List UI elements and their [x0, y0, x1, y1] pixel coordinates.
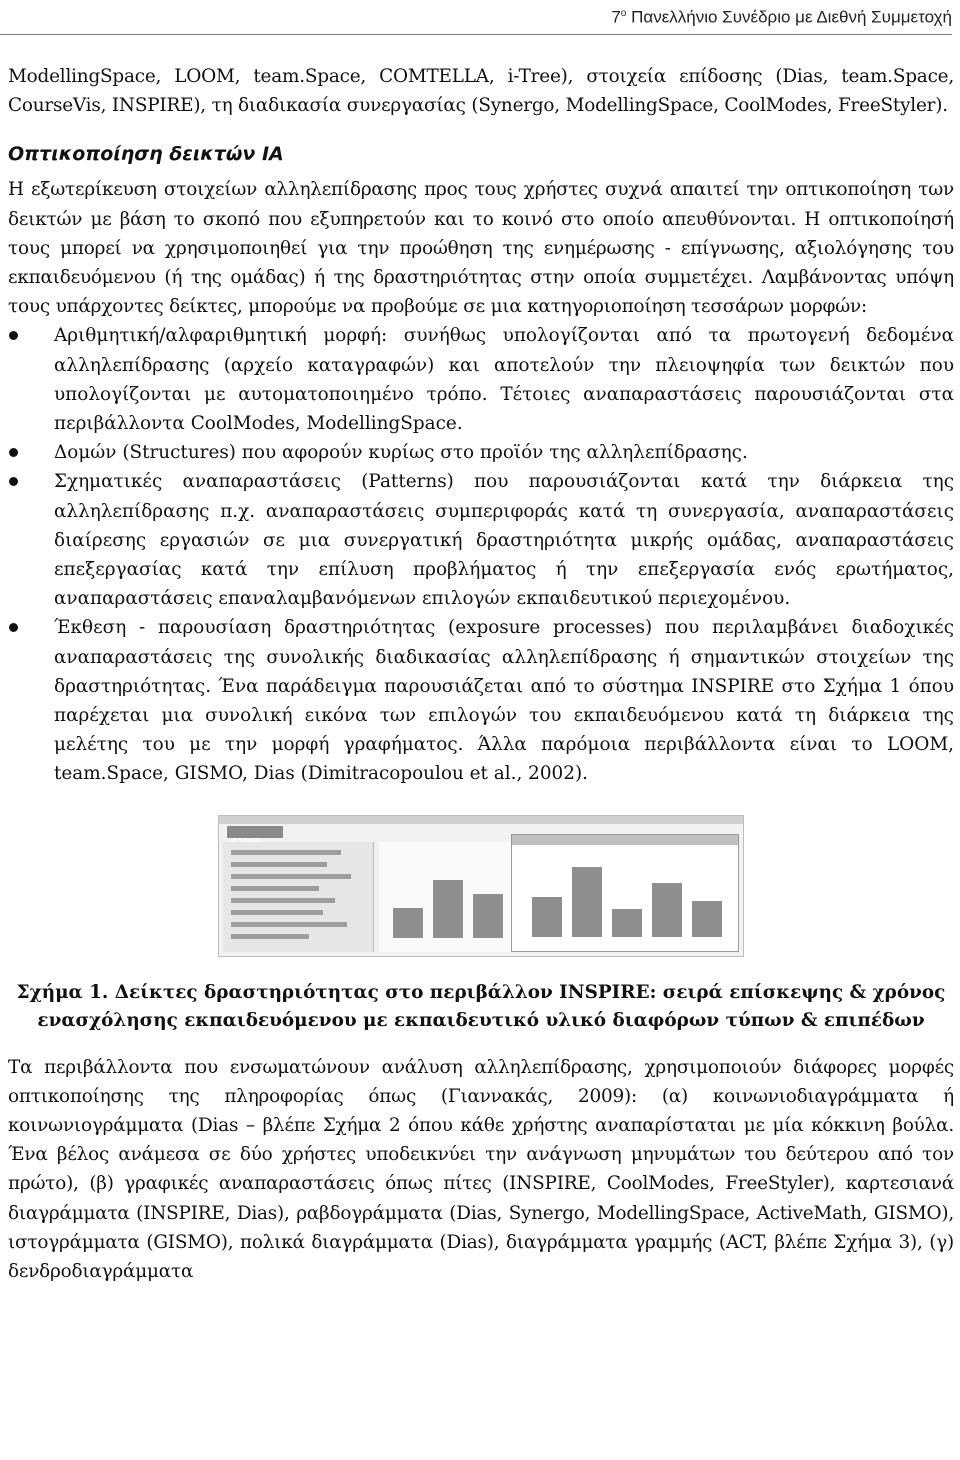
- list-item: Δομών (Structures) που αφορούν κυρίως στο προϊόν της αλληλεπίδρασης.: [8, 438, 954, 467]
- figure-sidebar-row: [231, 862, 327, 867]
- list-item: Σχηματικές αναπαραστάσεις (Patterns) που παρουσιάζονται κατά την διάρκεια της αλληλεπίδρασης π.χ. αναπαραστάσεις συμπεριφοράς κατά τη συνεργασία, αναπαραστάσεις διαίρεσης εργασιών σε μια συνεργατική δραστηριότητα μικρής ομάδας, αναπαραστάσεις επεξεργασίας κατά την επίλυση προβλήματος ή την επεξεργασία ενός ερωτήματος, αναπαραστάσεις επαναλαμβανόμενων επιλογών εκπαιδευτικού περιεχομένου.: [8, 467, 954, 613]
- header-superscript: ο: [620, 8, 627, 19]
- figure-chart-bar: [572, 867, 602, 937]
- figure-chart-bar: [532, 897, 562, 937]
- header-title: Πανελλήνιο Συνέδριο με Διεθνή Συμμετοχή: [631, 7, 952, 27]
- figure-inspire-screenshot: [218, 815, 744, 957]
- figure-sidebar-row: [231, 850, 341, 855]
- figure-caption: Σχήμα 1. Δείκτες δραστηριότητας στο περιβάλλον INSPIRE: σειρά επίσκεψης & χρόνος ενασχόλησης εκπαιδευόμενου με εκπαιδευτικό υλικό διαφόρων τύπων & επιπέδων: [16, 981, 946, 1031]
- header-number: 7: [611, 7, 621, 27]
- page-body: [8, 62, 954, 1286]
- section-paragraph: Η εξωτερίκευση στοιχείων αλληλεπίδρασης προς τους χρήστες συχνά απαιτεί την οπτικοποίηση των δεικτών με βάση το σκοπό που εξυπηρετούν και το κοινό στο οποίο απευθύνονται. Η οπτικοποίησή τους μπορεί να χρησιμοποιηθεί για την προώθηση της ενημέρωσης - επίγνωσης, αξιολόγησης του εκπαιδευόμενου (ή της ομάδας) ή της δραστηριότητας στην οποία συμμετέχει. Λαμβάνοντας υπόψη τους υπάρχοντες δείκτες, μπορούμε να προβούμε σε μια κατηγοριοποίηση τεσσάρων μορφών:: [8, 179, 954, 318]
- figure-window-titlebar: [219, 816, 743, 824]
- figure-sidebar-row: [231, 910, 323, 915]
- list-item: Αριθμητική/αλφαριθμητική μορφή: συνήθως υπολογίζονται από τα πρωτογενή δεδομένα αλληλεπίδρασης (αρχείο καταγραφών) και αποτελούν την πλειοψηφία των δεικτών που υπολογίζονται με αυτοματοποιημένο τρόπο. Τέτοιες αναπαραστάσεις παρουσιάζονται στα περιβάλλοντα CoolModes, ModellingSpace.: [8, 321, 954, 438]
- figure-sidebar-row: [231, 934, 309, 939]
- running-header: [0, 0, 952, 35]
- figure-sidebar-row: [231, 886, 319, 891]
- closing-paragraph: Τα περιβάλλοντα που ενσωματώνουν ανάλυση αλληλεπίδρασης, χρησιμοποιούν διάφορες μορφές οπτικοποίησης της πληροφορίας όπως (Γιαννακάς, 2009): (α) κοινωνιοδιαγράμματα ή κοινωνιογράμματα (Dias – βλέπε Σχήμα 2 όπου κάθε χρήστης αναπαρίσταται με μία κόκκινη βούλα. Ένα βέλος ανάμεσα σε δύο χρήστες υποδεικνύει την ανάγνωση μηνυμάτων του δεύτερου από τον πρώτο), (β) γραφικές αναπαραστάσεις όπως πίτες (INSPIRE, CoolModes, FreeStyler), καρτεσιανά διαγράμματα (INSPIRE, Dias), ραβδογράμματα (Dias, Synergo, ModellingSpace, ActiveMath, GISMO), ιστογράμματα (GISMO), πολικά διαγράμματα (Dias), διαγράμματα γραμμής (ACT, βλέπε Σχήμα 3), (γ) δενδροδιαγράμματα: [8, 1056, 954, 1283]
- figure-sidebar-row: [231, 874, 351, 879]
- figure-sidebar-row: [231, 922, 347, 927]
- figure-chart-bar: [473, 894, 503, 938]
- figure-sidebar: [223, 842, 374, 952]
- figure-chart-bar: [393, 908, 423, 938]
- figure-chart-bar: [433, 880, 463, 938]
- figure-dialog: [511, 834, 739, 952]
- intro-paragraph: ModellingSpace, LOOM, team.Space, COMTELLA, i-Tree), στοιχεία επίδοσης (Dias, team.Space, CourseVis, INSPIRE), τη διαδικασία συνεργασίας (Synergo, ModellingSpace, CoolModes, FreeStyler).: [8, 66, 954, 117]
- figure-chart-bar: [612, 909, 642, 937]
- list-item: Έκθεση - παρουσίαση δραστηριότητας (exposure processes) που περιλαμβάνει διαδοχικές αναπαραστάσεις της συνολικής διαδικασίας αλληλεπίδρασης ή σημαντικών στοιχείων της δραστηριότητας. Ένα παράδειγμα παρουσιάζεται από το σύστημα INSPIRE στο Σχήμα 1 όπου παρέχεται μια συνολική εικόνα των επιλογών του εκπαιδευόμενου κατά τη διάρκεια της μελέτης του με την μορφή γραφήματος. Άλλα παρόμοια περιβάλλοντα είναι το LOOM, team.Space, GISMO, Dias (Dimitracopoulou et al., 2002).: [8, 613, 954, 788]
- figure-logo: [227, 826, 283, 838]
- figure-sidebar-row: [231, 898, 335, 903]
- section-title: Οπτικοποίηση δεικτών ΙΑ: [8, 143, 284, 166]
- figure-dialog-titlebar: [512, 835, 738, 845]
- bullet-list: [8, 321, 954, 788]
- figure-chart-bar: [692, 901, 722, 937]
- figure-chart-bar: [652, 883, 682, 937]
